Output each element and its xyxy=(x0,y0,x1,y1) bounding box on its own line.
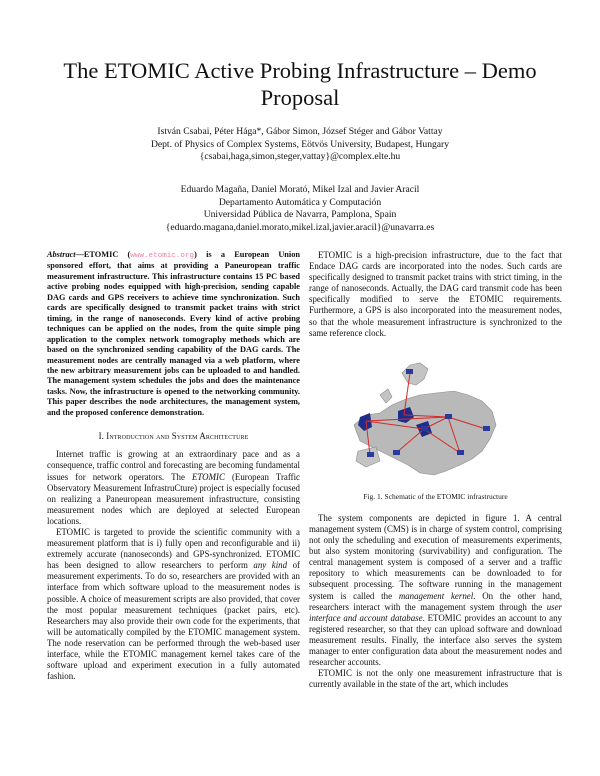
author-block-unavarra xyxy=(40,184,560,234)
right-column xyxy=(309,250,562,690)
paragraph-text: Internet traffic is growing at an extraordinary pace and as a consequence, traffic control and forecasting are becoming fundamental issues for network operators. The xyxy=(47,449,300,482)
paragraph-text: (European Traffic Observatory Measurement InfrastruCture) project is especially focused on realizing a Paneuropean measurement infrastructure, consisting measurement nodes which are deployed at selected European locations. xyxy=(47,471,301,526)
abstract-text: ) is a European Union sponsored effort, that aims at providing a Paneuropean traffic measurement infrastructure. This infrastructure contains 15 PC based active probing nodes equipped with high-precision, sending capable DAG cards and GPS receivers to achieve time synchronization. Such cards are specifically designed to transmit packet trains with strict timing, in the range of nanoseconds. Every kind of active probing techniques can be applied on the nodes, from the quite simple ping application to the complex network tomography methods which are based on the synchronized sending capability of the DAG cards. The measurement nodes are centrally managed via a web platform, where the new arbitrary measurement jobs can be uploaded to and handled. The management system schedules the jobs and does the maintenance tasks. Now, the infrastructure is opened to the networking community. This paper describes the node architectures, the management system, and the proposed conference demonstration. xyxy=(47,250,300,417)
abstract-lead: ETOMIC ( xyxy=(83,250,131,259)
emphasis-text: management kernel xyxy=(398,590,474,601)
paper-title: The ETOMIC Active Probing Infrastructure – Demo Proposal xyxy=(63,58,537,110)
emphasis-text: any kind xyxy=(253,560,288,571)
author-names: István Csabai, Péter Hága*, Gábor Simon, József Stéger and Gábor Vattay xyxy=(157,126,443,137)
project-url-link[interactable]: www.etomic.org xyxy=(130,252,195,260)
author-affiliation: Dept. of Physics of Complex Systems, Eötvös University, Budapest, Hungary xyxy=(150,138,450,150)
figure-caption: Fig. 1. Schematic of the ETOMIC infrastructure xyxy=(363,491,508,501)
emphasis-text: user interface and account database xyxy=(309,601,562,623)
section-heading xyxy=(47,431,300,442)
author-email: {eduardo.magana,daniel.morato,mikel.izal,javier.aracil}@unavarra.es xyxy=(165,221,435,233)
britain-shape xyxy=(380,389,392,403)
abstract-label: Abstract xyxy=(47,250,76,259)
author-affiliation: Universidad Pública de Navarra, Pamplona, Spain xyxy=(203,209,397,221)
author-names: Eduardo Magaña, Daniel Morató, Mikel Izal and Javier Aracil xyxy=(180,184,420,195)
paragraph-text: ETOMIC is targeted to provide the scientific community with a measurement platform that is i) fully open and reconfigurable and ii) extremely accurate (nanoseconds) and GPS-synchronized. ETOMIC has been designed to allow researchers to perform xyxy=(47,527,300,571)
author-department: Departamento Automática y Computación xyxy=(218,196,382,208)
paragraph xyxy=(47,527,300,682)
author-block-elte xyxy=(40,126,560,164)
paragraph: ETOMIC is not the only one measurement infrastructure that is currently available in the state of the art, which includes xyxy=(309,668,562,690)
europe-map-schematic xyxy=(336,355,536,483)
paragraph-text: The system components are depicted in figure 1. A central management system (CMS) is in charge of system control, comprising not only the scheduling and execution of measurements experiments, but also system monitoring (survivability) and configuration. The central management system is composed of a server and a traffic repository to which measurements can be downloaded to for subsequent processing. The software running in the management system is called the xyxy=(309,512,562,601)
emphasis-text: ETOMIC xyxy=(191,471,225,482)
section-heading-text: I. Introduction and System Architecture xyxy=(98,431,249,442)
paragraph-text: . On the other hand, researchers interact with the management system through the xyxy=(309,590,563,612)
paragraph: ETOMIC is a high-precision infrastructure, due to the fact that Endace DAG cards are incorporated into the nodes. Such cards are specifically designed to transmit packet trains with strict timing, in the range of nanoseconds. Actually, the DAG card transmit code has been specifically modified to serve the ETOMIC requirements. Furthermore, a GPS is also incorporated into the measurement nodes, so that the whole measurement infrastructure is synchronized to the same reference clock. xyxy=(309,250,562,338)
paragraph xyxy=(47,449,300,527)
left-column xyxy=(47,250,300,682)
abstract: Abstract—ETOMIC (www.etomic.org) is a European Union sponsored effort, that aims at providing a Paneuropean traffic measurement infrastructure. This infrastructure contains 15 PC based active probing nodes equipped with high-precision, sending capable DAG cards and GPS receivers to achieve time synchronization. Such cards are specifically designed to transmit packet trains with strict timing, in the range of nanoseconds. Every kind of active probing techniques can be applied on the nodes, from the quite simple ping application to the complex network tomography methods which are based on the synchronized sending capability of the DAG cards. The measurement nodes are centrally managed via a web platform, where the new arbitrary measurement jobs can be uploaded to and handled. The management system schedules the jobs and does the maintenance tasks. Now, the infrastructure is opened to the networking community. This paper describes the node architectures, the management system, and the proposed conference demonstration. xyxy=(47,250,300,417)
paragraph xyxy=(309,513,562,668)
paragraph-text: of measurement experiments. To do so, researchers are provided with an interface from which software upload to the measurement nodes is possible. A choice of measurement scripts are also provided, that cover the most popular measurement techniques (packet pairs, etc). Researchers may also provide their own code for the experiments, that will be automatically compiled by the ETOMIC management system. The node reservation can be performed through the web-based user interface, while the ETOMIC management kernel takes care of the software upload and experiment execution in a fully automated fashion. xyxy=(47,560,300,682)
figure-etomic-map xyxy=(336,355,536,483)
paragraph-text: . ETOMIC provides an account to any registered researcher, so that they can upload software and download measurement results. Finally, the interface also serves the system manager to enter configuration data about the measurement nodes and researcher accounts. xyxy=(309,612,562,668)
scandinavia-shape xyxy=(402,363,428,385)
author-email: {csabai,haga,simon,steger,vattay}@complex.elte.hu xyxy=(199,151,401,163)
